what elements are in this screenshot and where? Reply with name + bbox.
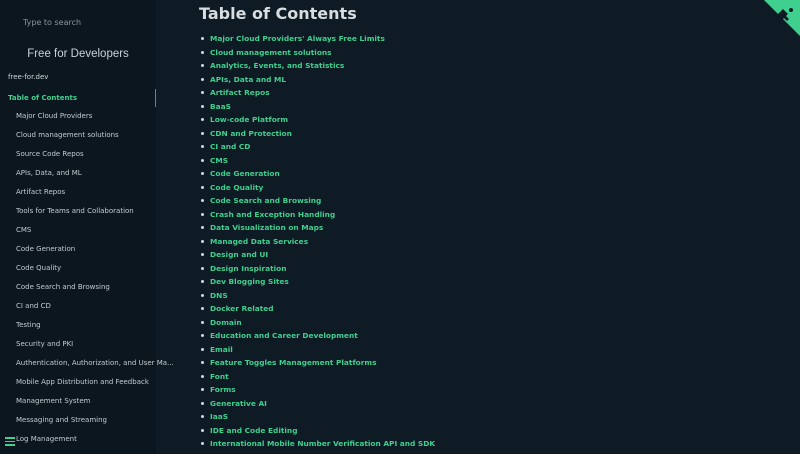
sidebar-item-ci-and-cd[interactable]: CI and CD (16, 302, 51, 310)
toc-link-email[interactable]: Email (199, 343, 435, 357)
toc-link-data-visualization-on-maps[interactable]: Data Visualization on Maps (199, 221, 435, 235)
sidebar-item-messaging-and-streaming[interactable]: Messaging and Streaming (16, 416, 107, 424)
sidebar-item-free-for-dev[interactable]: free-for.dev (8, 73, 49, 81)
toc-link-design-inspiration[interactable]: Design Inspiration (199, 262, 435, 276)
sidebar-nav-list (16, 107, 174, 449)
sidebar-item-testing[interactable]: Testing (16, 321, 41, 329)
toc-link-cms[interactable]: CMS (199, 154, 435, 168)
toc-link-dev-blogging-sites[interactable]: Dev Blogging Sites (199, 275, 435, 289)
toc-link-generative-ai[interactable]: Generative AI (199, 397, 435, 411)
toc-link-major-cloud-providers-always-free-limits[interactable]: Major Cloud Providers' Always Free Limits (199, 32, 435, 46)
toc-link-international-mobile-number-verification-api-and-sdk[interactable]: International Mobile Number Verification API and SDK (199, 437, 435, 451)
toc-link-artifact-repos[interactable]: Artifact Repos (199, 86, 435, 100)
toc-link-ide-and-code-editing[interactable]: IDE and Code Editing (199, 424, 435, 438)
sidebar (0, 0, 174, 454)
toc-link-font[interactable]: Font (199, 370, 435, 384)
toc-link-baas[interactable]: BaaS (199, 100, 435, 114)
sidebar-item-mobile-app-distribution-and-feedback[interactable]: Mobile App Distribution and Feedback (16, 378, 149, 386)
sidebar-item-authentication-authorization-and-user-ma[interactable]: Authentication, Authorization, and User Ma... (16, 359, 174, 367)
sidebar-item-code-search-and-browsing[interactable]: Code Search and Browsing (16, 283, 110, 291)
toc-link-managed-data-services[interactable]: Managed Data Services (199, 235, 435, 249)
sidebar-item-management-system[interactable]: Management System (16, 397, 91, 405)
toc-link-dns[interactable]: DNS (199, 289, 435, 303)
toc-link-docker-related[interactable]: Docker Related (199, 302, 435, 316)
toc-link-iaas[interactable]: IaaS (199, 410, 435, 424)
toc-link-design-and-ui[interactable]: Design and UI (199, 248, 435, 262)
sidebar-item-code-generation[interactable]: Code Generation (16, 245, 76, 253)
toc-link-forms[interactable]: Forms (199, 383, 435, 397)
github-corner-icon[interactable] (764, 0, 800, 36)
sidebar-item-source-code-repos[interactable]: Source Code Repos (16, 150, 84, 158)
toc-link-apis-data-and-ml[interactable]: APIs, Data and ML (199, 73, 435, 87)
toc-link-education-and-career-development[interactable]: Education and Career Development (199, 329, 435, 343)
sidebar-item-code-quality[interactable]: Code Quality (16, 264, 62, 272)
toc-link-feature-toggles-management-platforms[interactable]: Feature Toggles Management Platforms (199, 356, 435, 370)
hamburger-menu-icon[interactable] (5, 437, 15, 445)
site-title[interactable]: Free for Developers (27, 48, 129, 60)
toc-link-cdn-and-protection[interactable]: CDN and Protection (199, 127, 435, 141)
toc-link-cloud-management-solutions[interactable]: Cloud management solutions (199, 46, 435, 60)
toc-link-code-generation[interactable]: Code Generation (199, 167, 435, 181)
sidebar-item-table-of-contents[interactable]: Table of Contents (0, 89, 156, 107)
sidebar-item-artifact-repos[interactable]: Artifact Repos (16, 188, 66, 196)
toc-link-domain[interactable]: Domain (199, 316, 435, 330)
toc-link-analytics-events-and-statistics[interactable]: Analytics, Events, and Statistics (199, 59, 435, 73)
toc-link-crash-and-exception-handling[interactable]: Crash and Exception Handling (199, 208, 435, 222)
toc-list (199, 32, 435, 451)
toc-link-ci-and-cd[interactable]: CI and CD (199, 140, 435, 154)
toc-link-low-code-platform[interactable]: Low-code Platform (199, 113, 435, 127)
search-input[interactable] (8, 11, 161, 33)
sidebar-item-tools-for-teams-and-collaboration[interactable]: Tools for Teams and Collaboration (16, 207, 134, 215)
sidebar-item-cms[interactable]: CMS (16, 226, 32, 234)
sidebar-item-security-and-pki[interactable]: Security and PKI (16, 340, 74, 348)
sidebar-item-log-management[interactable]: Log Management (16, 435, 77, 443)
sidebar-item-apis-data-and-ml[interactable]: APIs, Data, and ML (16, 169, 82, 177)
sidebar-item-major-cloud-providers[interactable]: Major Cloud Providers (16, 112, 93, 120)
toc-link-code-quality[interactable]: Code Quality (199, 181, 435, 195)
sidebar-item-cloud-management-solutions[interactable]: Cloud management solutions (16, 131, 119, 139)
toc-link-code-search-and-browsing[interactable]: Code Search and Browsing (199, 194, 435, 208)
page-title: Table of Contents (199, 4, 357, 23)
